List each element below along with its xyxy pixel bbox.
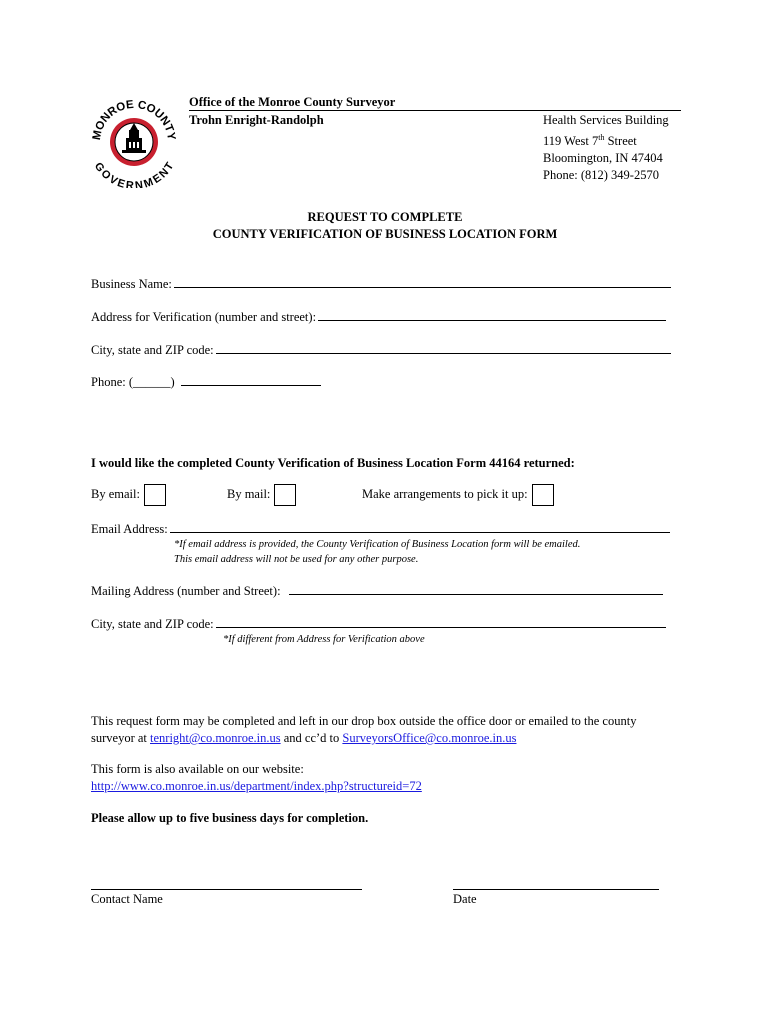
address-street (543, 129, 669, 150)
pickup-option[interactable] (362, 484, 554, 506)
completion-notice: Please allow up to five business days for completion. (91, 811, 369, 825)
by-email-label: By email: (91, 486, 140, 501)
address-street-suffix: th (598, 133, 605, 142)
seal-text-top: MONROE COUNTY (90, 98, 178, 141)
address-verification-row[interactable] (91, 308, 666, 325)
address-building: Health Services Building (543, 113, 669, 127)
by-mail-checkbox[interactable] (274, 484, 296, 506)
address-verification-label: Address for Verification (number and street): (91, 310, 317, 324)
contact-name-label: Contact Name (91, 892, 163, 906)
pickup-checkbox[interactable] (532, 484, 554, 506)
surveyor-name: Trohn Enright-Randolph (189, 113, 324, 127)
form-title-line2: COUNTY VERIFICATION OF BUSINESS LOCATION FORM (212, 227, 558, 241)
city-state-zip-field[interactable] (216, 341, 671, 354)
county-seal (86, 92, 182, 188)
by-email-option[interactable] (91, 484, 166, 506)
business-name-field[interactable] (174, 275, 671, 288)
city-state-zip-label: City, state and ZIP code: (91, 343, 214, 357)
website-intro: This form is also available on our website: (91, 762, 304, 776)
business-name-label: Business Name: (91, 277, 172, 291)
website-link[interactable]: http://www.co.monroe.in.us/department/index.php?structureid=72 (91, 779, 422, 793)
mailing-address-field[interactable] (289, 582, 663, 595)
phone-row[interactable] (91, 373, 321, 390)
return-heading: I would like the completed County Verification of Business Location Form 44164 returned: (91, 456, 575, 470)
mailing-address-row[interactable] (91, 582, 663, 599)
mailing-city-field[interactable] (216, 615, 666, 628)
email-note-line2: This email address will not be used for any other purpose. (174, 554, 419, 565)
form-title-line1: REQUEST TO COMPLETE (307, 210, 463, 224)
mailing-note: *If different from Address for Verification above (223, 634, 425, 645)
contact-name-line[interactable] (91, 888, 362, 890)
website-paragraph (91, 761, 422, 795)
email-address-field[interactable] (170, 520, 670, 533)
address-phone: Phone: (812) 349-2570 (543, 168, 659, 183)
office-address (543, 112, 669, 184)
office-title: Office of the Monroe County Surveyor (189, 95, 396, 109)
address-street-number: 119 West 7 (543, 134, 599, 149)
surveyor-email-link[interactable]: tenright@co.monroe.in.us (150, 731, 281, 745)
instructions-line2 (91, 730, 636, 747)
business-name-row[interactable] (91, 275, 671, 292)
phone-label: Phone: (______) (91, 375, 175, 389)
phone-field[interactable] (181, 373, 321, 386)
instructions-line1: This request form may be completed and left in our drop box outside the office door or emailed to the county (91, 714, 637, 728)
office-email-link[interactable]: SurveyorsOffice@co.monroe.in.us (342, 731, 517, 745)
county-seal-icon (86, 92, 182, 188)
address-city: Bloomington, IN 47404 (543, 151, 663, 166)
by-mail-label: By mail: (227, 486, 271, 501)
pickup-label: Make arrangements to pick it up: (362, 486, 528, 501)
address-verification-field[interactable] (318, 308, 666, 321)
date-label: Date (453, 892, 477, 906)
instructions-text-b: and cc’d to (280, 731, 343, 745)
mailing-address-label: Mailing Address (number and Street): (91, 584, 281, 598)
email-note (174, 537, 580, 567)
email-note-line1: *If email address is provided, the County Verification of Business Location form will be emailed. (174, 539, 581, 550)
city-state-zip-row[interactable] (91, 341, 671, 358)
mailing-city-label: City, state and ZIP code: (91, 617, 214, 631)
header-divider (189, 110, 681, 111)
date-line[interactable] (453, 888, 659, 890)
instructions-paragraph (91, 713, 636, 747)
address-street-name: Street (604, 134, 637, 149)
by-mail-option[interactable] (227, 484, 296, 506)
email-address-row[interactable] (91, 520, 670, 537)
email-address-label: Email Address: (91, 522, 168, 536)
mailing-city-row[interactable] (91, 615, 666, 632)
instructions-text-a: surveyor at (91, 731, 151, 745)
seal-text-bottom: GOVERNMENT (91, 160, 177, 188)
by-email-checkbox[interactable] (144, 484, 166, 506)
